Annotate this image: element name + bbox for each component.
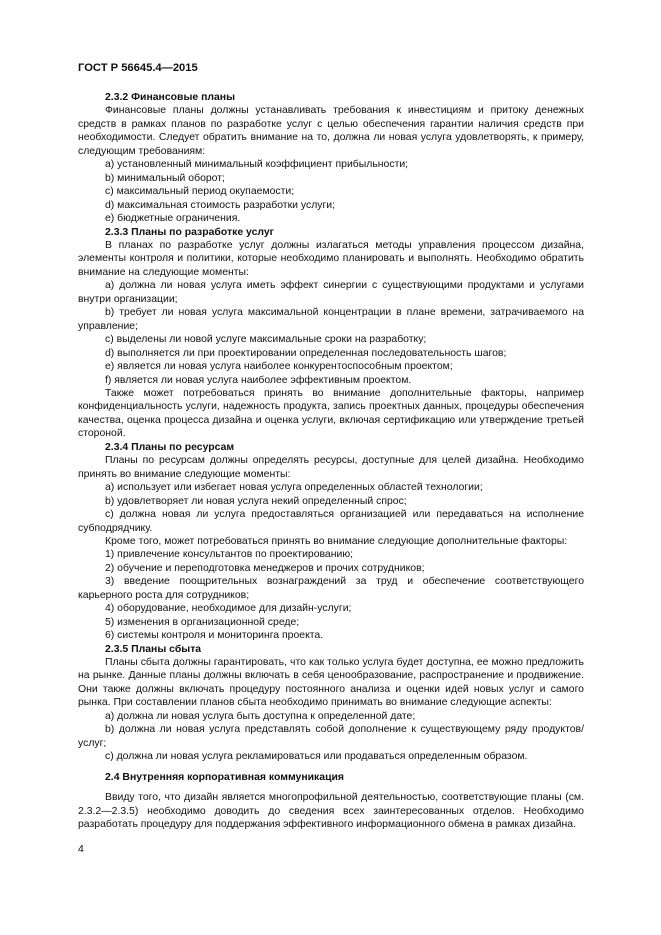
document-header: ГОСТ Р 56645.4—2015 (78, 62, 198, 74)
list-item: d) выполняется ли при проектировании определенная последовательность шагов; (105, 347, 507, 359)
list-item: 5) изменения в организационной среде; (105, 616, 300, 628)
list-item: b) требует ли новая услуга максимальной концентрации в плане времени, затрачиваемого на управление; (78, 307, 584, 332)
paragraph: Планы по ресурсам должны определять ресурсы, доступные для целей дизайна. Необходимо принять во внимание следующие моменты: (78, 455, 584, 480)
paragraph: Финансовые планы должны устанавливать требования к инвестициям и притоку денежных средств в рамках планов по разработке услуг с целью обеспечения гарантии наличия средств при необходимости. Следует обратить внимание на то, должна ли новая услуга удовлетворять, к примеру, следующим требованиям: (78, 105, 584, 157)
list-item: b) удовлетворяет ли новая услуга некий определенный спрос; (105, 495, 407, 507)
section-2-3-3-heading: 2.3.3 Планы по разработке услуг (105, 226, 275, 238)
list-item: 4) оборудование, необходимое для дизайн-услуги; (105, 603, 352, 615)
list-item: 6) системы контроля и мониторинга проекта. (105, 630, 324, 642)
list-item: b) должна ли новая услуга представлять собой дополнение к существующему ряду продуктов/услуг; (78, 724, 584, 749)
list-item: a) использует или избегает новая услуга определенных областей технологии; (105, 482, 483, 494)
paragraph: В планах по разработке услуг должны излагаться методы управления процессом дизайна, элементы контроля и политики, которые необходимо планировать и выполнять. Необходимо обратить внимание на следующие моменты: (78, 239, 584, 278)
section-2-3-2-heading: 2.3.2 Финансовые планы (105, 92, 236, 103)
list-item: a) установленный минимальный коэффициент прибыльности; (105, 159, 409, 171)
list-item: d) максимальная стоимость разработки услуги; (105, 199, 336, 211)
list-item: b) минимальный оборот; (105, 172, 225, 184)
list-item: 1) привлечение консультантов по проектированию; (105, 549, 354, 561)
section-2-4-heading: 2.4 Внутренняя корпоративная коммуникация (105, 771, 345, 783)
list-item: f) является ли новая услуга наиболее эффективным проектом. (105, 374, 412, 386)
list-item: 2) обучение и переподготовка менеджеров и прочих сотрудников; (105, 562, 425, 574)
page-number: 4 (78, 843, 84, 855)
list-item: e) бюджетные ограничения. (105, 213, 241, 225)
list-item: a) должна ли новая услуга иметь эффект синергии с существующими продуктами и услугами внутри организации; (78, 280, 584, 305)
list-item: c) должна новая ли услуга предоставляться организацией или передаваться на исполнение субподрядчику. (78, 509, 584, 534)
section-gap (78, 764, 584, 771)
paragraph: Ввиду того, что дизайн является многопрофильной деятельностью, соответствующие планы (см. 2.3.2—2.3.5) необходимо доводить до сведения всех заинтересованных отделов. Необходимо разработать процедуру для поддержания эффективного информационного обмена в рамках дизайна. (78, 792, 584, 831)
list-item: c) максимальный период окупаемости; (105, 186, 295, 198)
section-2-3-5-heading: 2.3.5 Планы сбыта (105, 643, 202, 655)
paragraph: Также может потребоваться принять во внимание дополнительные факторы, например конфиденциальность услуги, надежность продукта, запись проектных данных, процедуры обеспечения качества, оценка процесса дизайна и оценка услуги, включая сертификацию или утверждение третьей стороной. (78, 387, 584, 440)
document-body (78, 91, 584, 831)
section-gap (78, 784, 584, 791)
list-item: 3) введение поощрительных вознаграждений за труд и обеспечение соответствующего карьерного роста для сотрудников; (78, 576, 584, 601)
paragraph: Кроме того, может потребоваться принять во внимание следующие дополнительные факторы: (105, 535, 568, 547)
list-item: a) должна ли новая услуга быть доступна к определенной дате; (105, 710, 416, 722)
paragraph: Планы сбыта должны гарантировать, что как только услуга будет доступна, ее можно предложить на рынке. Данные планы должны включать в себя ценообразование, распространение и продвижение. Они также должны включать процедуру постоянного анализа и оценки идей новых услуг и самого рынка. При составлении планов сбыта необходимо принимать во внимание следующие аспекты: (78, 657, 584, 709)
list-item: c) выделены ли новой услуге максимальные сроки на разработку; (105, 334, 427, 346)
list-item: e) является ли новая услуга наиболее конкурентоспособным проектом; (105, 361, 453, 373)
section-2-3-4-heading: 2.3.4 Планы по ресурсам (105, 441, 235, 453)
list-item: c) должна ли новая услуга рекламироваться или продаваться определенным образом. (105, 751, 528, 763)
